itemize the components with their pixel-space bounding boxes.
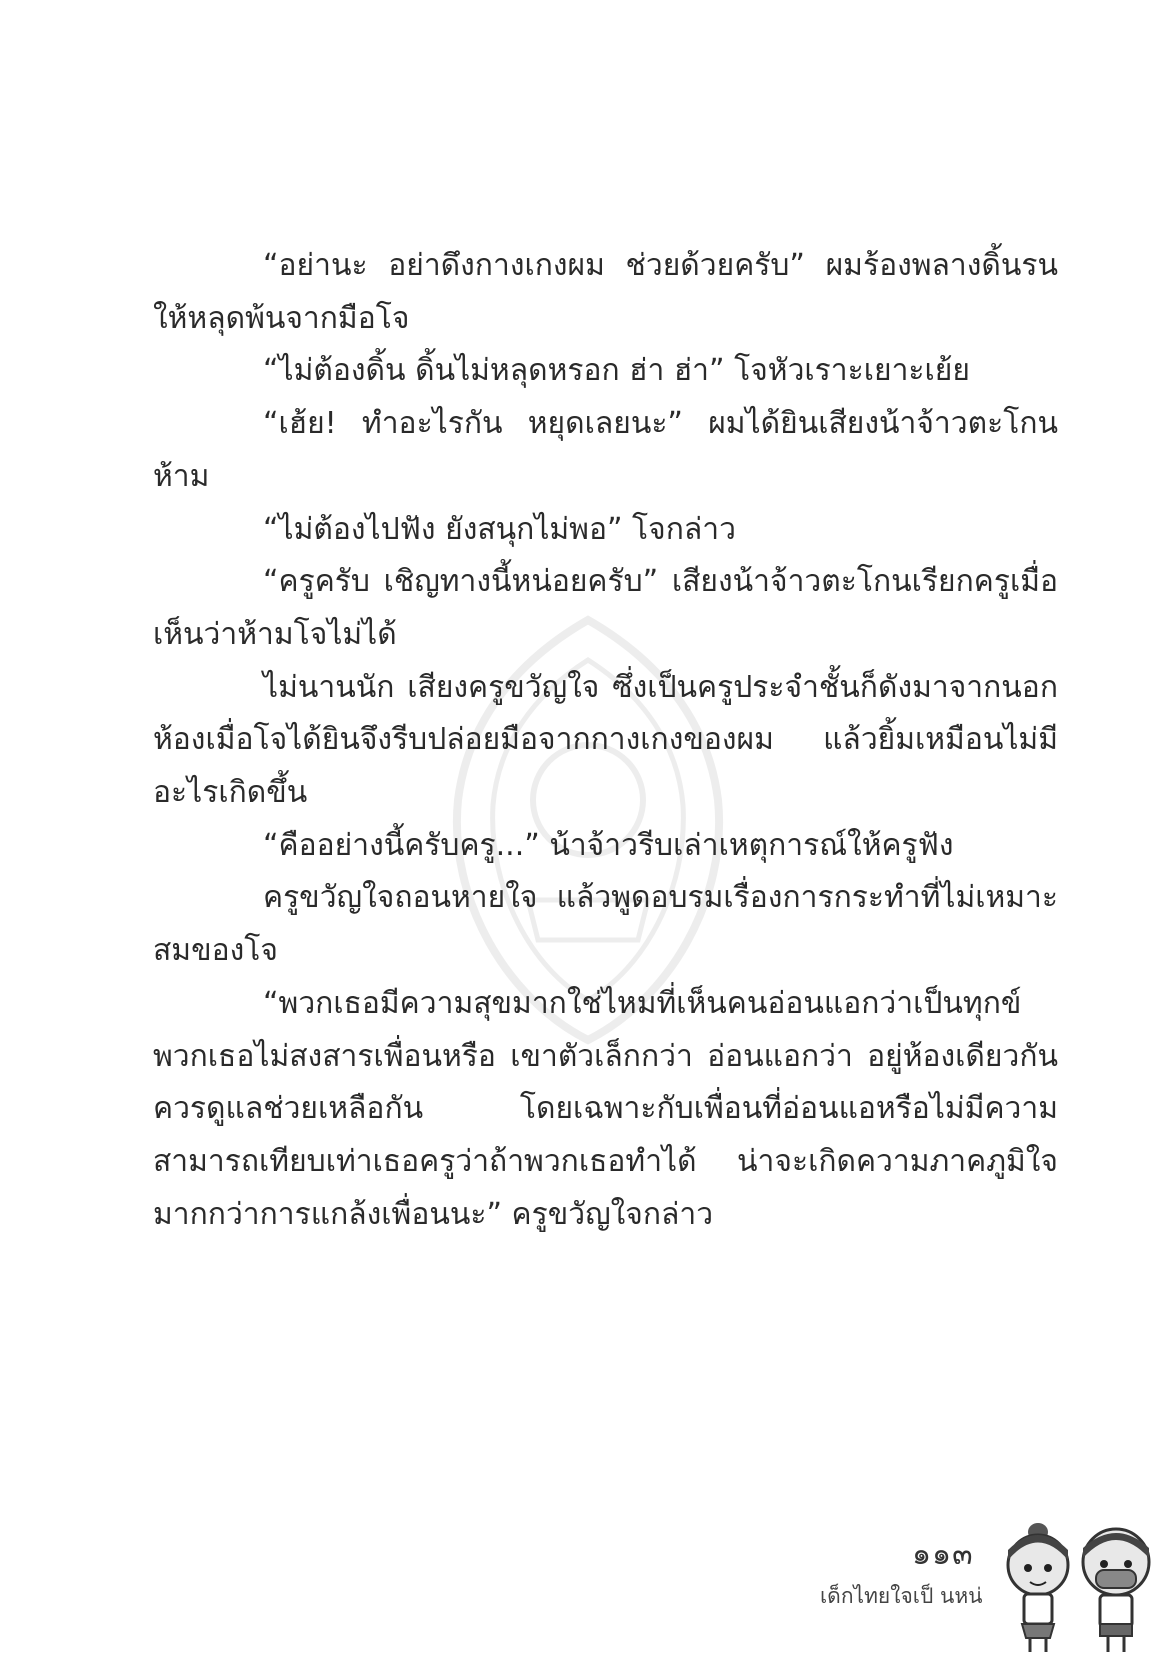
paragraph-4: “ไม่ต้องไปฟัง ยังสนุกไม่พอ” โจกล่าว <box>263 511 736 547</box>
paragraph-1: “อย่านะ อย่าดึงกางเกงผม ช่วยด้วยครับ” ผมร้องพลางดิ้นรนให้หลุดพ้นจากมือโจ <box>153 248 1058 336</box>
paragraph-6: ไม่นานนัก เสียงครูขวัญใจ ซึ่งเป็นครูประจำชั้นก็ดังมาจากนอกห้องเมื่อโจได้ยินจึงรีบปล่อยมือจากกางเกงของผม แล้วยิ้มเหมือนไม่มีอะไรเกิดขึ้น <box>153 669 1058 811</box>
paragraph-8: ครูขวัญใจถอนหายใจ แล้วพูดอบรมเรื่องการกระทำที่ไม่เหมาะสมของโจ <box>153 880 1058 969</box>
paragraph-2: “ไม่ต้องดิ้น ดิ้นไม่หลุดหรอก ฮ่า ฮ่า” โจหัวเราะเยาะเย้ย <box>263 353 970 389</box>
paragraph-9: “พวกเธอมีความสุขมากใช่ไหมที่เห็นคนอ่อนแอกว่าเป็นทุกข์ พวกเธอไม่สงสารเพื่อนหรือ เขาตัวเล็กกว่า อ่อนแอกว่า อยู่ห้องเดียวกันควรดูแลช่วยเหลือกัน โดยเฉพาะกับเพื่อนที่อ่อนแอหรือไม่มีความสามารถเทียบเท่าเธอครูว่าถ้าพวกเธอทำได้ น่าจะเกิดความภาคภูมิใจมากกว่าการแกล้งเพื่อนนะ” ครูขวัญใจกล่าว <box>153 985 1058 1232</box>
paragraph-5: “ครูครับ เชิญทางนี้หน่อยครับ” เสียงน้าจ้าวตะโกนเรียกครูเมื่อเห็นว่าห้ามโจไม่ได้ <box>153 564 1058 652</box>
paragraph-7: “คืออย่างนี้ครับครู...” น้าจ้าวรีบเล่าเหตุการณ์ให้ครูฟัง <box>263 827 954 863</box>
page-number: ๑๑๓ <box>912 1537 974 1572</box>
book-title: เด็กไทยใจเป็ นหน่ <box>820 1584 983 1608</box>
story-text <box>153 240 1058 1241</box>
cartoon-children-icon <box>988 1520 1168 1660</box>
paragraph-3: “เฮ้ย! ทำอะไรกัน หยุดเลยนะ” ผมได้ยินเสียงน้าจ้าวตะโกนห้าม <box>153 406 1058 494</box>
